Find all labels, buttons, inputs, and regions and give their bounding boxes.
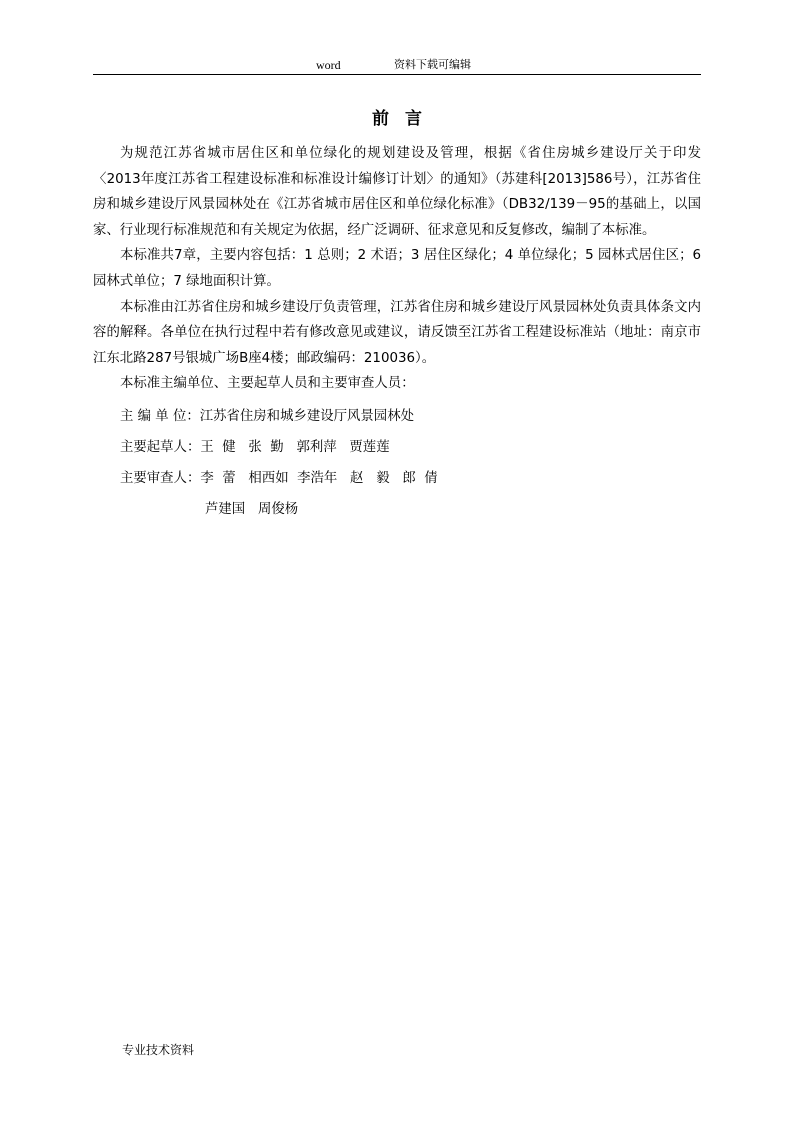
reviewers-line-continued: 芦建国 周俊杨 <box>205 501 299 517</box>
preface-paragraph-3: 本标准由江苏省住房和城乡建设厅负责管理，江苏省住房和城乡建设厅风景园林处负责具体条文内容的解释。各单位在执行过程中若有修改意见或建议，请反馈至江苏省工程建设标准站（地址：南京市江东北路287号银城广场B座4楼；邮政编码：210036）。 <box>93 299 701 366</box>
preface-paragraph-1: 为规范江苏省城市居住区和单位绿化的规划建设及管理，根据《省住房城乡建设厅关于印发〈2013年度江苏省工程建设标准和标准设计编修订计划〉的通知》（苏建科[2013]586号），江苏省住房和城乡建设厅风景园林处在《江苏省城市居住区和单位绿化标准》（DB32/139－95的基础上，以国家、行业现行标准规范和有关规定为依据，经广泛调研、征求意见和反复修改，编制了本标准。 <box>93 146 701 238</box>
chief-editor-unit-line: 主 编 单 位：江苏省住房和城乡建设厅风景园林处 <box>120 408 414 424</box>
reviewers-line: 主要审查人：李 蕾 相西如 李浩年 赵 毅 郎 倩 <box>120 470 438 486</box>
page-header <box>93 56 701 75</box>
header-word-label: word <box>316 58 341 72</box>
personnel-intro: 本标准主编单位、主要起草人员和主要审查人员： <box>120 376 415 392</box>
drafters-line: 主要起草人：王 健 张 勤 郭利萍 贾莲莲 <box>120 439 390 455</box>
header-download-label: 资料下载可编辑 <box>394 58 471 71</box>
document-body <box>93 141 701 525</box>
preface-paragraph-2: 本标准共7章，主要内容包括：1 总则；2 术语；3 居住区绿化；4 单位绿化；5 园林式居住区；6 园林式单位；7 绿地面积计算。 <box>93 248 701 289</box>
page-title: 前言 <box>372 109 438 129</box>
page-footer: 专业技术资料 <box>122 1043 195 1057</box>
